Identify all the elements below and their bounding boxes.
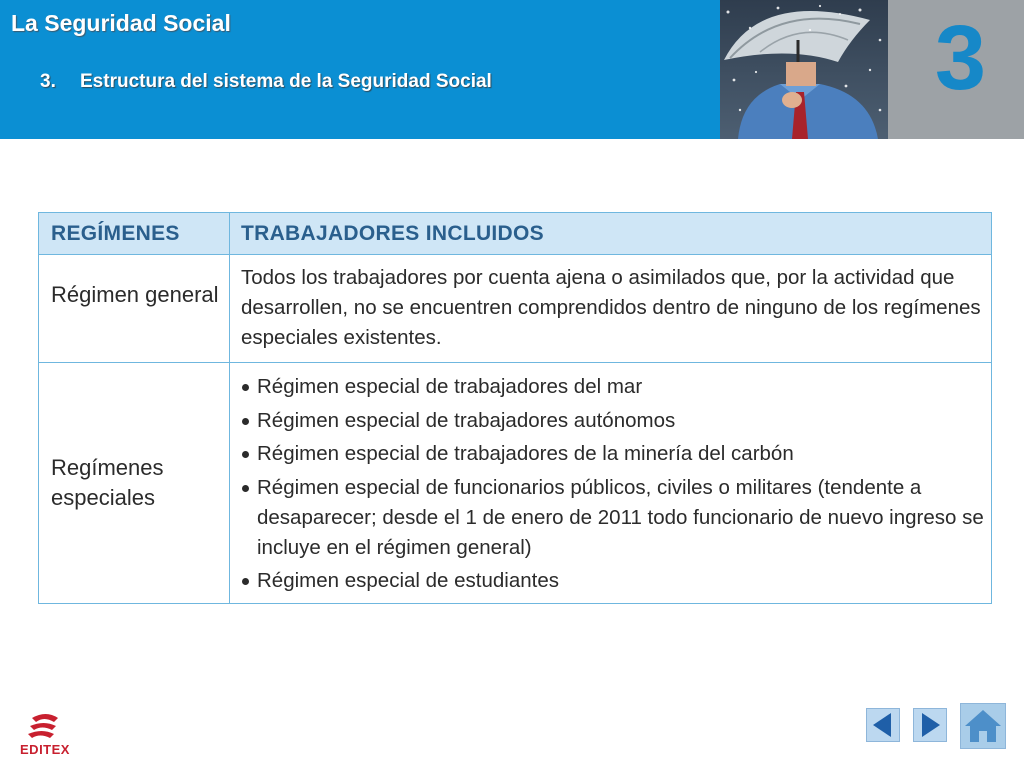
editex-logo-text: EDITEX (20, 742, 70, 757)
previous-slide-button[interactable] (866, 708, 900, 742)
column-divider (229, 363, 230, 603)
chapter-number: 3 (934, 7, 987, 109)
section-title: Estructura del sistema de la Seguridad Social (80, 71, 492, 92)
chapter-box (888, 0, 1024, 139)
list-item: Régimen especial de trabajadores autónomos (241, 406, 986, 436)
editex-logo-icon (12, 712, 78, 744)
list-item: Régimen especial de trabajadores del mar (241, 372, 986, 402)
regimen-items (241, 372, 986, 600)
regimen-name: Régimen general (51, 282, 219, 307)
list-item: Régimen especial de funcionarios públicos, civiles o militares (tendente a desaparecer; desde el 1 de enero de 2011 todo funcionario de nuevo ingreso se incluye en el régimen general) (241, 473, 986, 563)
next-slide-button[interactable] (913, 708, 947, 742)
header-band (0, 0, 1024, 139)
section-number: 3. (40, 71, 56, 92)
regimes-table (38, 212, 992, 604)
regimen-name: Regímenes especiales (51, 455, 164, 510)
home-button[interactable] (960, 703, 1006, 749)
column-header-trabajadores: TRABAJADORES INCLUIDOS (241, 222, 544, 245)
column-divider (229, 255, 230, 362)
section-subtitle (40, 71, 492, 93)
home-icon (961, 704, 1005, 748)
special-regimes-list (241, 372, 986, 596)
table-row (39, 363, 991, 603)
umbrella-man-photo (720, 0, 888, 139)
table-header-row (39, 213, 991, 255)
app-title: La Seguridad Social (11, 10, 231, 36)
triangle-right-icon (914, 709, 946, 741)
list-item: Régimen especial de trabajadores de la minería del carbón (241, 439, 986, 469)
regimen-description: Todos los trabajadores por cuenta ajena o asimilados que, por la actividad que desarrollen, no se encuentren comprendidos dentro de ninguno de los regímenes especiales existentes. (241, 266, 981, 349)
table-row (39, 255, 991, 363)
list-item: Régimen especial de estudiantes (241, 566, 986, 596)
column-divider (229, 213, 230, 254)
triangle-left-icon (867, 709, 899, 741)
column-header-regimenes: REGÍMENES (51, 222, 180, 245)
editex-logo (12, 712, 78, 758)
